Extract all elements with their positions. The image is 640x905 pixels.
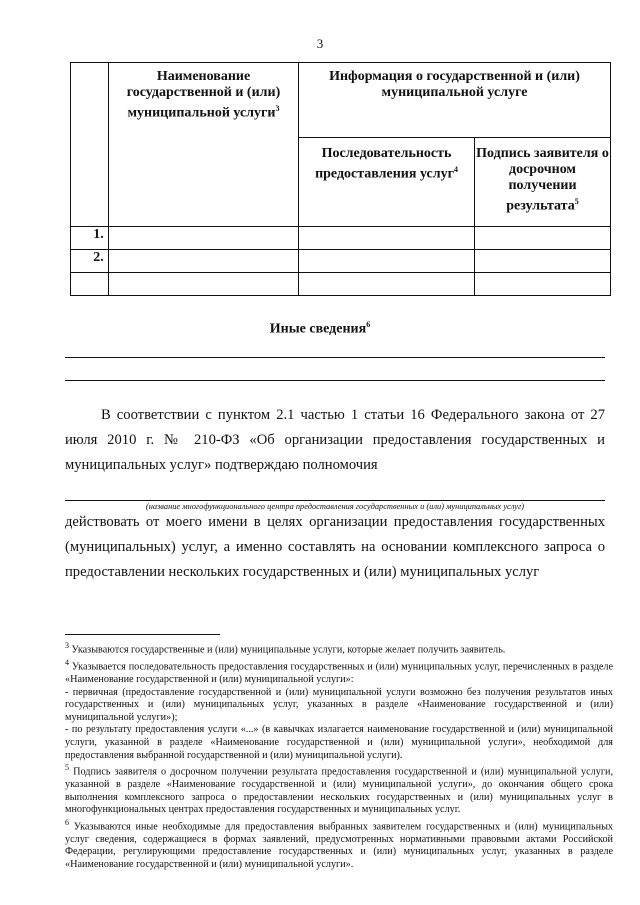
table-row <box>71 250 611 273</box>
footnote-6: $^6$ Указываются иные необходимые для предоставления выбранных заявителем государственных и (или) муниципальных услуг сведения, содержащиеся в формах заявлений, предусмотренных нормативными правовыми актами Российской Федерации, регулирующими предоставление государственных и (или) муниципальных услуг, указанных в разделе «Наименование государственной и (или) муниципальной услуги». <box>65 817 614 871</box>
row-number <box>71 273 109 296</box>
row-number: 2. <box>71 250 109 273</box>
mfc-name-caption: (название многофункционального центра предоставления государственных и (или) муниципальных услуг) <box>145 502 525 511</box>
footnotes <box>65 640 613 872</box>
services-table <box>70 62 611 296</box>
blank-line <box>65 380 605 381</box>
row-number: 1. <box>71 227 109 250</box>
header-service-info: Информация о государственной и (или) муниципальной услуге <box>299 63 611 138</box>
header-sequence: Последовательность предоставления услуг$^4$ <box>299 138 475 227</box>
header-service-name: Наименование государственной и (или) муниципальной услуги$^3$ <box>109 63 299 227</box>
page-number: 3 <box>316 36 324 51</box>
table-row <box>71 273 611 296</box>
header-number-cell <box>71 63 109 227</box>
footnote-4: $^4$ Указывается последовательность предоставления государственных и (или) муниципальных услуг, перечисленных в разделе «Наименование государственной и (или) муниципальной услуги»: <box>65 657 614 685</box>
other-info-title: Иные сведения$^6$ <box>269 320 371 337</box>
body-paragraph-2: действовать от моего имени в целях организации предоставления государственных (муниципальных) услуг, а именно составлять на основании комплексного запроса о предоставлении нескольких государственных и (или) муниципальных услуг <box>65 514 605 580</box>
footnote-4-item: - первичная (предоставление государственной и (или) муниципальной услуги возможно без получения результатов иных государственных и (или) муниципальных услуг, указанных в разделе «Наименование государственной и (или) муниципальной услуги»); <box>65 686 613 723</box>
body-paragraph-1: В соответствии с пунктом 2.1 частью 1 статьи 16 Федерального закона от 27 июля 2010 г. № 210-ФЗ «Об организации предоставления государственных и муниципальных услуг» подтверждаю полномочия <box>65 407 605 473</box>
header-signature: Подпись заявителя о досрочном получении результата$^5$ <box>475 138 611 227</box>
mfc-name-line <box>65 500 605 501</box>
footnote-5: $^5$ Подпись заявителя о досрочном получении результата предоставления государственной и (или) муниципальной услуги, указанной в разделе «Наименование государственной и (или) муниципальной услуги», до окончания общего срока выполнения комплексного запроса о предоставлении нескольких государственных и (или) муниципальных услуг в многофункциональных центрах предоставления государственных и муниципальных услуг. <box>65 763 614 816</box>
blank-line <box>65 357 605 358</box>
footnote-separator <box>65 634 220 635</box>
footnote-3: $^3$ Указываются государственные и (или) муниципальные услуги, которые желает получить заявитель. <box>65 641 506 656</box>
footnote-4-item: - по результату предоставления услуги «...» (в кавычках излагается наименование государственной и (или) муниципальной услуги, указанной в разделе «Наименование государственной и (или) муниципальной услуги», необходимой для предоставления выбранной государственной и (или) муниципальной услуги). <box>65 724 613 761</box>
table-row <box>71 227 611 250</box>
